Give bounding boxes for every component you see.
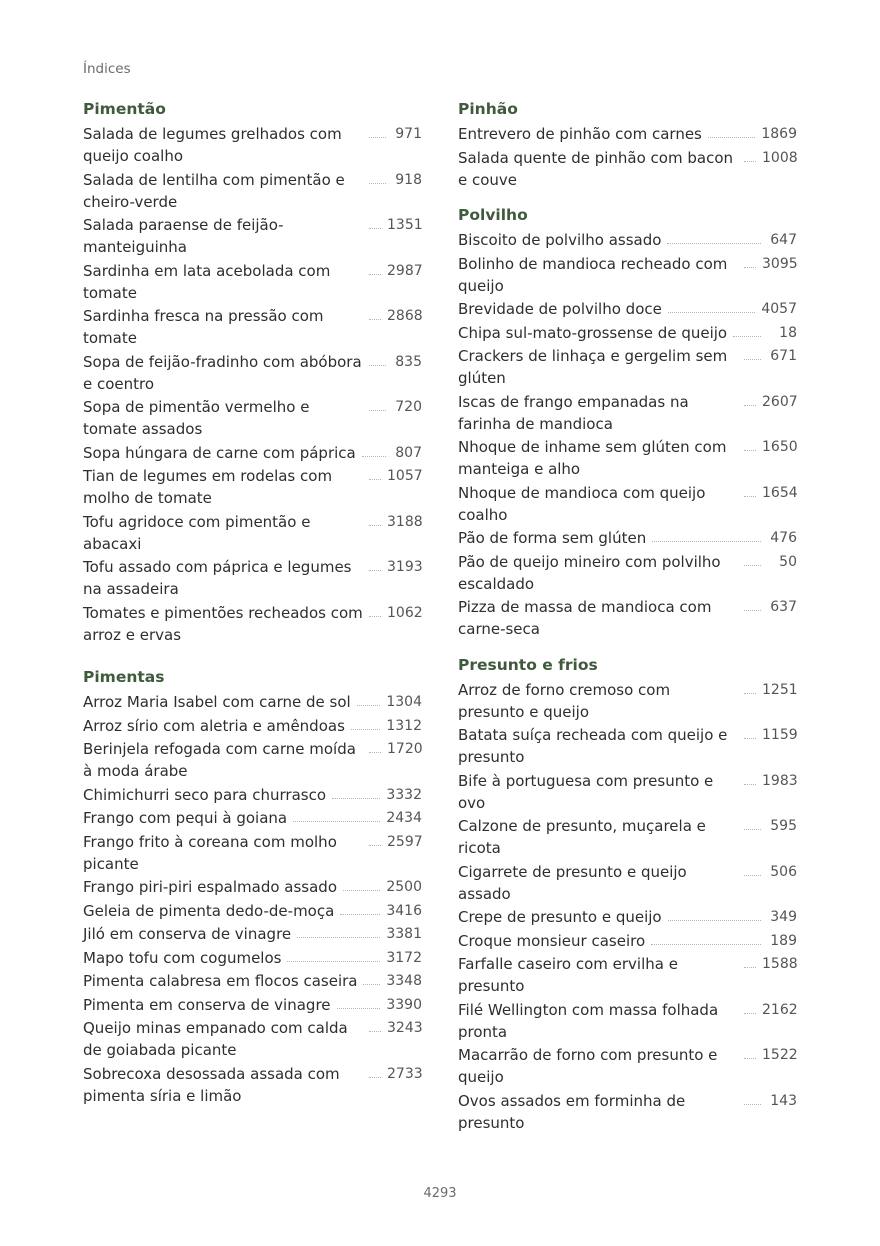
dot-leader (369, 260, 381, 275)
page-number: 971 (395, 126, 422, 142)
page-number: 1983 (762, 772, 798, 789)
dot-leader (369, 396, 386, 411)
dot-leader (297, 923, 380, 938)
entry-title: Mapo tofu com cogumelos (83, 948, 282, 967)
page-number: 2987 (387, 262, 423, 279)
index-entry (458, 147, 797, 193)
dot-leader (343, 876, 380, 891)
page-number: 1304 (386, 694, 422, 710)
index-entry (83, 123, 422, 169)
page-number: 807 (395, 444, 422, 461)
page-number: 2597 (387, 833, 423, 850)
page-number: 349 (770, 909, 797, 925)
page-number: 50 (779, 553, 797, 570)
page-number: 1869 (761, 126, 797, 142)
index-entry (458, 123, 797, 147)
page-number: 3188 (387, 513, 423, 530)
entry-title: Tofu assado com páprica e legumes na assadeira (83, 558, 352, 598)
entry-title: Croque monsieur caseiro (458, 931, 646, 950)
entry-title: Pimenta em conserva de vinagre (83, 995, 331, 1014)
dot-leader (369, 351, 386, 366)
entry-title: Frango com pequi à goiana (83, 809, 288, 827)
entry-title: Salada de legumes grelhados com queijo coalho (83, 125, 342, 165)
index-entry (83, 396, 422, 442)
page-number: 3193 (387, 559, 423, 575)
dot-leader (668, 906, 761, 921)
entry-title: Nhoque de mandioca com queijo coalho (458, 483, 706, 524)
entry-title: Jiló em conserva de vinagre (83, 925, 292, 943)
entry-title: Nhoque de inhame sem glúten com manteiga e alho (458, 438, 727, 478)
index-entry (83, 807, 422, 831)
entry-title: Cigarrete de presunto e queijo assado (458, 862, 687, 903)
index-entry (83, 465, 422, 511)
index-entry (458, 391, 797, 437)
dot-leader (744, 147, 756, 162)
section-title: Pimentas (83, 668, 165, 686)
page-number: 595 (770, 818, 797, 834)
index-entry (83, 602, 422, 648)
page-number: 4057 (761, 301, 797, 317)
index-entry (458, 527, 797, 551)
dot-leader (369, 738, 381, 753)
entry-title: Macarrão de forno com presunto e queijo (458, 1046, 718, 1086)
entry-title: Tomates e pimentões recheados com arroz e ervas (83, 603, 363, 644)
index-section-presunto-e-frios (458, 655, 797, 1136)
entry-title: Pizza de massa de mandioca com carne-seca (458, 598, 712, 638)
index-entry (458, 482, 797, 528)
index-entry (458, 999, 797, 1045)
dot-leader (287, 947, 380, 962)
page-number: 2162 (762, 1001, 798, 1018)
dot-leader (369, 511, 381, 526)
index-entry (83, 715, 422, 739)
page-number: 1312 (386, 717, 422, 734)
index-entry (83, 169, 422, 215)
page-number: 1522 (762, 1047, 798, 1063)
page-number: 1008 (762, 149, 798, 166)
index-entry (83, 994, 422, 1018)
index-entry (458, 253, 797, 299)
index-entry (458, 679, 797, 725)
entry-title: Sardinha em lata acebolada com tomate (83, 261, 331, 302)
entry-title: Sopa de pimentão vermelho e tomate assados (83, 398, 310, 438)
section-title: Polvilho (458, 206, 528, 224)
index-entry (458, 815, 797, 861)
page-number: 143 (770, 1092, 797, 1109)
entry-title: Frango frito à coreana com molho picante (83, 832, 337, 873)
page-number: 2868 (387, 308, 423, 324)
index-entry (83, 923, 422, 947)
dot-leader (332, 784, 380, 799)
dot-leader (369, 214, 381, 229)
dot-leader (369, 123, 386, 138)
entry-title: Sardinha fresca na pressão com tomate (83, 307, 324, 347)
entry-title: Tofu agridoce com pimentão e abacaxi (83, 512, 311, 553)
index-entry (83, 831, 422, 877)
entry-title: Bife à portuguesa com presunto e ovo (458, 771, 714, 812)
entry-title: Frango piri-piri espalmado assado (83, 878, 338, 896)
index-section-polvilho (458, 205, 797, 642)
entry-title: Berinjela refogada com carne moída à moda árabe (83, 740, 356, 780)
page-number: 1650 (762, 439, 798, 455)
index-column-right (458, 99, 797, 1135)
page-number: 189 (770, 932, 797, 949)
index-entry (83, 260, 422, 306)
index-entry (458, 345, 797, 391)
section-spacer (458, 642, 797, 655)
entry-title: Pão de queijo mineiro com polvilho escaldado (458, 552, 721, 593)
dot-leader (744, 953, 756, 968)
dot-leader (744, 391, 756, 406)
dot-leader (744, 1044, 756, 1059)
entry-title: Brevidade de polvilho doce (458, 300, 662, 318)
page-number: 647 (770, 232, 797, 248)
dot-leader (369, 602, 381, 617)
page-number: 1251 (762, 681, 798, 698)
page-number: 3381 (386, 926, 422, 942)
entry-title: Tian de legumes em rodelas com molho de tomate (83, 467, 333, 507)
entry-title: Farfalle caseiro com ervilha e presunto (458, 955, 678, 995)
page-number: 18 (779, 324, 797, 341)
dot-leader (351, 715, 380, 730)
dot-leader (340, 900, 380, 915)
dot-leader (668, 298, 756, 313)
entry-title: Chipa sul-mato-grossense de queijo (458, 323, 728, 342)
entry-title: Pão de forma sem glúten (458, 529, 647, 547)
entry-title: Entrevero de pinhão com carnes (458, 125, 702, 143)
page-number: 918 (395, 171, 422, 188)
dot-leader (362, 442, 386, 457)
entry-title: Ovos assados em forminha de presunto (458, 1091, 686, 1132)
index-entry (83, 691, 422, 715)
dot-leader (744, 253, 756, 268)
index-section-pimentas (83, 667, 422, 1108)
dot-leader (744, 551, 761, 566)
dot-leader (667, 229, 761, 244)
footer-page-number: 4293 (423, 1186, 457, 1201)
entry-title: Iscas de frango empanadas na farinha de mandioca (458, 392, 689, 433)
index-entry (458, 724, 797, 770)
index-entry (458, 551, 797, 597)
dot-leader (369, 1017, 381, 1032)
index-entry (83, 738, 422, 784)
dot-leader (369, 831, 381, 846)
index-entry (458, 436, 797, 482)
page-number: 3416 (386, 902, 422, 919)
section-spacer (83, 647, 422, 667)
index-entry (83, 556, 422, 602)
index-entry (83, 214, 422, 260)
dot-leader (369, 465, 381, 480)
dot-leader (357, 691, 381, 706)
index-entry (83, 876, 422, 900)
running-head: Índices (83, 61, 131, 77)
page-number: 835 (395, 353, 422, 370)
entry-title: Filé Wellington com massa folhada pronta (458, 1000, 719, 1041)
entry-title: Arroz sírio com aletria e amêndoas (83, 716, 345, 735)
index-entry (458, 596, 797, 642)
dot-leader (744, 679, 756, 694)
index-entry (458, 861, 797, 907)
dot-leader (369, 305, 381, 320)
index-entry (83, 1017, 422, 1063)
section-title: Pinhão (458, 100, 518, 118)
index-entry (83, 947, 422, 971)
index-entry (83, 784, 422, 808)
index-section-pimentao (83, 99, 422, 647)
entry-title: Bolinho de mandioca recheado com queijo (458, 254, 728, 295)
entry-title: Crackers de linhaça e gergelim sem glúten (458, 347, 728, 387)
index-entry (458, 953, 797, 999)
index-entry (458, 930, 797, 954)
entry-title: Arroz Maria Isabel com carne de sol (83, 693, 351, 711)
entry-title: Batata suíça recheada com queijo e presunto (458, 726, 728, 766)
index-entry (83, 970, 422, 994)
entry-title: Calzone de presunto, muçarela e ricota (458, 817, 706, 857)
page-number: 637 (770, 599, 797, 615)
entry-title: Geleia de pimenta dedo-de-moça (83, 901, 335, 920)
page-number: 476 (770, 530, 797, 546)
dot-leader (651, 930, 761, 945)
index-entry (83, 900, 422, 924)
page-number: 720 (395, 399, 422, 415)
entry-title: Queijo minas empanado com calda de goiabada picante (83, 1019, 348, 1059)
dot-leader (744, 436, 756, 451)
page-number: 1654 (762, 484, 798, 501)
index-entry (458, 906, 797, 930)
dot-leader (744, 1090, 761, 1105)
entry-title: Sopa de feijão-fradinho com abóbora e coentro (83, 352, 362, 393)
dot-leader (293, 807, 380, 822)
entry-title: Crepe de presunto e queijo (458, 908, 662, 926)
page-number: 2733 (387, 1065, 423, 1082)
page-number: 3348 (386, 973, 422, 989)
index-entry (83, 351, 422, 397)
page-number: 1351 (387, 217, 423, 233)
dot-leader (369, 556, 381, 571)
index-entry (458, 1090, 797, 1136)
index-section-pinhao (458, 99, 797, 192)
page-number: 671 (770, 348, 797, 364)
page-number: 3095 (762, 255, 798, 272)
page-number: 3172 (386, 949, 422, 966)
page-number: 1720 (387, 741, 423, 757)
page-number: 2500 (386, 879, 422, 895)
entry-title: Sobrecoxa desossada assada com pimenta síria e limão (83, 1064, 340, 1105)
page-number: 3243 (387, 1020, 423, 1036)
dot-leader (744, 861, 761, 876)
entry-title: Pimenta calabresa em flocos caseira (83, 972, 358, 990)
entry-title: Arroz de forno cremoso com presunto e queijo (458, 680, 671, 721)
dot-leader (369, 169, 386, 184)
dot-leader (744, 815, 761, 830)
index-entry (83, 305, 422, 351)
page-number: 2434 (386, 810, 422, 826)
page-number: 3332 (386, 786, 422, 803)
dot-leader (337, 994, 381, 1009)
index-entry (458, 322, 797, 346)
section-title: Pimentão (83, 100, 166, 118)
page-number: 3390 (386, 996, 422, 1013)
index-entry (83, 442, 422, 466)
section-spacer (458, 192, 797, 205)
dot-leader (744, 724, 756, 739)
page-number: 1057 (387, 468, 423, 484)
entry-title: Salada de lentilha com pimentão e cheiro-verde (83, 170, 345, 211)
index-entry (458, 229, 797, 253)
page-number: 1588 (762, 956, 798, 972)
page-number: 1062 (387, 604, 423, 621)
index-entry (83, 1063, 422, 1109)
index-entry (83, 511, 422, 557)
page-number: 506 (770, 863, 797, 880)
index-entry (458, 298, 797, 322)
dot-leader (363, 970, 380, 985)
index-entry (458, 1044, 797, 1090)
entry-title: Salada paraense de feijão-manteiguinha (83, 216, 284, 256)
entry-title: Sopa húngara de carne com páprica (83, 443, 356, 462)
index-column-left (83, 99, 422, 1108)
dot-leader (744, 770, 756, 785)
section-title: Presunto e frios (458, 655, 598, 674)
entry-title: Biscoito de polvilho assado (458, 231, 662, 249)
entry-title: Chimichurri seco para churrasco (83, 785, 327, 804)
dot-leader (744, 999, 756, 1014)
index-entry (458, 770, 797, 816)
dot-leader (744, 596, 761, 611)
dot-leader (744, 482, 756, 497)
dot-leader (652, 527, 761, 542)
page-number: 2607 (762, 393, 798, 410)
dot-leader (744, 345, 761, 360)
dot-leader (369, 1063, 381, 1078)
dot-leader (708, 123, 755, 138)
page-number: 1159 (762, 727, 798, 743)
entry-title: Salada quente de pinhão com bacon e couve (458, 148, 734, 189)
dot-leader (733, 322, 761, 337)
